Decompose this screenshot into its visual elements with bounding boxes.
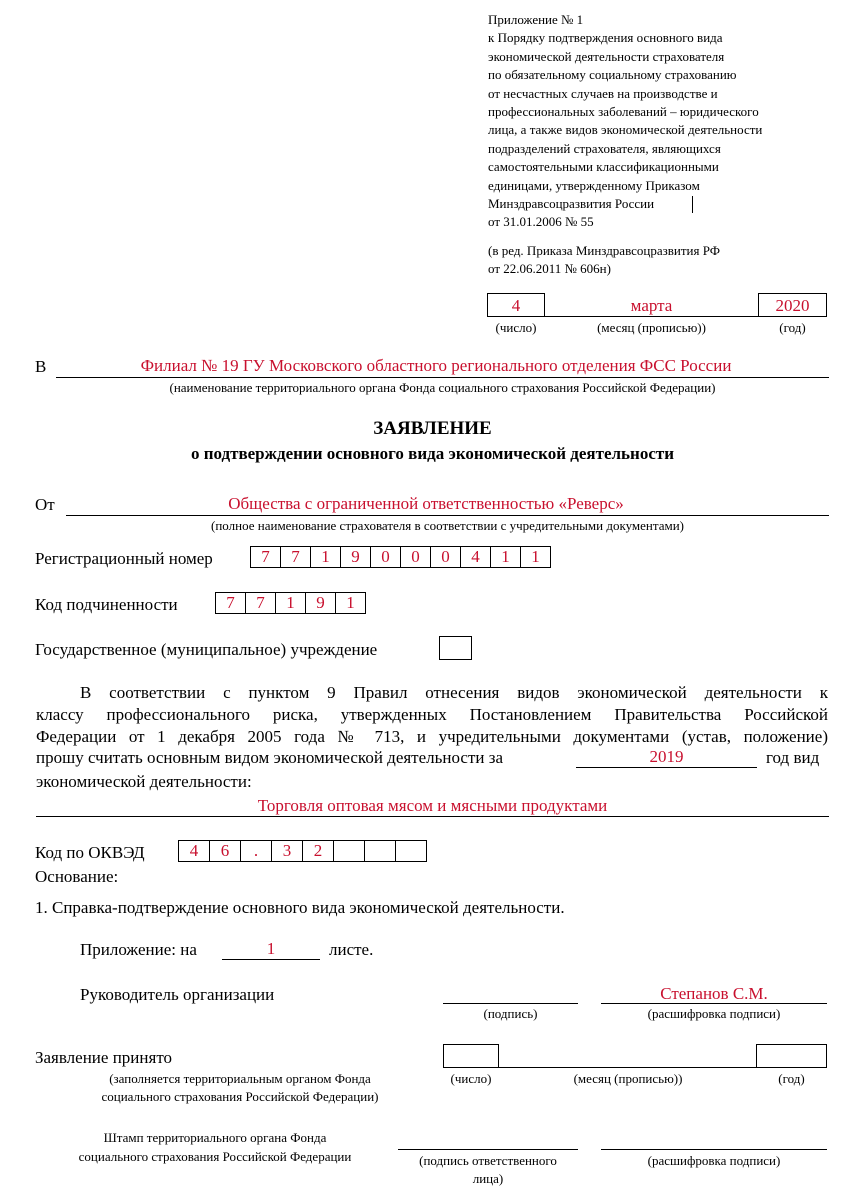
basis-label: Основание: xyxy=(35,867,119,886)
basis-item-1: 1. Справка-подтверждение основного вида экономической деятельности. xyxy=(35,898,565,917)
head-label: Руководитель организации xyxy=(80,985,275,1004)
body-line-1: В соответствии с пунктом 9 Правил отнесения видов экономической деятельности к xyxy=(80,683,828,702)
okved-cell xyxy=(333,840,365,862)
subordination-digit: 1 xyxy=(335,592,366,614)
accepted-note-line-1: (заполняется территориальным органом Фонда xyxy=(109,1071,371,1086)
accepted-year-caption: (год) xyxy=(778,1071,805,1086)
okved-cell xyxy=(395,840,427,862)
document-title: ЗАЯВЛЕНИЕ xyxy=(373,418,492,439)
edition-note xyxy=(488,242,848,279)
subordination-digit: 9 xyxy=(305,592,336,614)
date-year-value: 2020 xyxy=(775,296,810,315)
okved-cell: 4 xyxy=(178,840,210,862)
registration-digit: 1 xyxy=(520,546,551,568)
subordination-label: Код подчиненности xyxy=(35,595,178,614)
attachment-count-line xyxy=(222,959,320,960)
date-year-caption: (год) xyxy=(779,320,806,335)
head-name-value[interactable]: Степанов С.М. xyxy=(660,984,768,1003)
appendix-line: лица, а также видов экономической деятельности xyxy=(488,122,763,138)
body-line-5: экономической деятельности: xyxy=(36,772,252,791)
registration-digit: 1 xyxy=(490,546,521,568)
subordination-digit: 7 xyxy=(215,592,246,614)
stamp-line-2: социального страхования Российской Федерации xyxy=(78,1149,352,1164)
appendix-line: Минздравсоцразвития России xyxy=(488,196,655,212)
attachment-prefix: Приложение: на xyxy=(80,940,197,959)
accepted-note-line-2: социального страхования Российской Федерации) xyxy=(101,1089,379,1104)
from-caption: (полное наименование страхователя в соответствии с учредительными документами) xyxy=(211,518,684,533)
okved-label: Код по ОКВЭД xyxy=(35,843,145,862)
date-day-caption: (число) xyxy=(495,320,537,335)
body-line-3: Федерации от 1 декабря 2005 года № 713, и учредительными документами (устав, положение) xyxy=(36,727,828,746)
registration-digit: 0 xyxy=(400,546,431,568)
addressee-caption: (наименование территориального органа Фонда социального страхования Российской Федерации) xyxy=(169,380,716,395)
edition-line: от 22.06.2011 № 606н) xyxy=(488,261,611,277)
activity-line xyxy=(36,816,829,817)
text-cursor xyxy=(692,196,693,213)
okved-cell: 3 xyxy=(271,840,303,862)
appendix-line: к Порядку подтверждения основного вида xyxy=(488,30,723,46)
state-institution-label: Государственное (муниципальное) учреждение xyxy=(35,640,378,659)
head-signature-caption: (подпись) xyxy=(483,1006,538,1021)
head-signature-line[interactable] xyxy=(443,1003,578,1004)
accepted-month-caption: (месяц (прописью)) xyxy=(573,1071,683,1086)
from-line xyxy=(66,515,829,516)
accepted-day-caption: (число) xyxy=(450,1071,492,1086)
registration-cells[interactable] xyxy=(250,546,551,568)
registration-digit: 7 xyxy=(280,546,311,568)
document-subtitle: о подтверждении основного вида экономической деятельности xyxy=(190,444,675,463)
stamp-name-line[interactable] xyxy=(601,1149,827,1150)
registration-digit: 9 xyxy=(340,546,371,568)
appendix-block xyxy=(488,11,848,232)
okved-cell: 6 xyxy=(209,840,241,862)
appendix-line: подразделений страхователя, являющихся xyxy=(488,140,721,156)
attachment-count[interactable]: 1 xyxy=(266,939,276,958)
appendix-line: самостоятельными классификационными xyxy=(488,159,719,175)
registration-digit: 0 xyxy=(370,546,401,568)
body-line-2: классу профессионального риска, утвержденных Постановлением Правительства Российской xyxy=(36,705,828,724)
appendix-line: профессиональных заболеваний – юридического xyxy=(488,104,759,120)
from-value[interactable]: Общества с ограниченной ответственностью «Реверс» xyxy=(228,494,624,513)
okved-cells[interactable] xyxy=(178,840,427,862)
appendix-line: от 31.01.2006 № 55 xyxy=(488,214,594,230)
registration-digit: 7 xyxy=(250,546,281,568)
accepted-label: Заявление принято xyxy=(35,1048,173,1067)
stamp-signature-caption-2: лица) xyxy=(472,1171,504,1186)
stamp-signature-line[interactable] xyxy=(398,1149,578,1150)
activity-value[interactable]: Торговля оптовая мясом и мясными продуктами xyxy=(257,796,608,815)
okved-cell xyxy=(364,840,396,862)
state-institution-checkbox[interactable] xyxy=(439,636,472,660)
appendix-line: Приложение № 1 xyxy=(488,12,584,27)
addressee-line xyxy=(56,377,829,378)
accepted-year-box[interactable] xyxy=(756,1044,827,1068)
edition-line: (в ред. Приказа Минздравсоцразвития РФ xyxy=(488,243,721,258)
appendix-line: экономической деятельности страхователя xyxy=(488,48,725,64)
head-name-caption: (расшифровка подписи) xyxy=(647,1006,781,1021)
subordination-digit: 1 xyxy=(275,592,306,614)
body-line-4-start: прошу считать основным видом экономической деятельности за xyxy=(36,748,504,767)
registration-digit: 0 xyxy=(430,546,461,568)
stamp-line-1: Штамп территориального органа Фонда xyxy=(103,1130,327,1145)
subordination-digit: 7 xyxy=(245,592,276,614)
registration-label: Регистрационный номер xyxy=(35,549,213,568)
stamp-signature-caption-1: (подпись ответственного xyxy=(419,1153,557,1168)
okved-cell: 2 xyxy=(302,840,334,862)
stamp-name-caption: (расшифровка подписи) xyxy=(647,1153,781,1168)
date-month-value[interactable]: марта xyxy=(630,296,673,315)
from-label: От xyxy=(35,495,55,514)
accepted-day-box[interactable] xyxy=(443,1044,499,1068)
body-year-value[interactable]: 2019 xyxy=(649,747,684,766)
date-day-value: 4 xyxy=(511,296,521,315)
addressee-prefix: В xyxy=(35,357,47,376)
accepted-month-line[interactable] xyxy=(499,1067,757,1068)
appendix-line: единицами, утвержденному Приказом xyxy=(488,177,700,193)
body-line-4-end: год вид xyxy=(766,748,820,767)
attachment-suffix: листе. xyxy=(329,940,374,959)
addressee-value[interactable]: Филиал № 19 ГУ Московского областного регионального отделения ФСС России xyxy=(140,356,732,375)
year-line xyxy=(576,767,757,768)
registration-digit: 1 xyxy=(310,546,341,568)
date-month-caption: (месяц (прописью)) xyxy=(597,320,706,335)
okved-cell: . xyxy=(240,840,272,862)
appendix-line: от несчастных случаев на производстве и xyxy=(488,85,718,101)
appendix-line: по обязательному социальному страхованию xyxy=(488,67,737,83)
registration-digit: 4 xyxy=(460,546,491,568)
subordination-cells[interactable] xyxy=(215,592,366,614)
